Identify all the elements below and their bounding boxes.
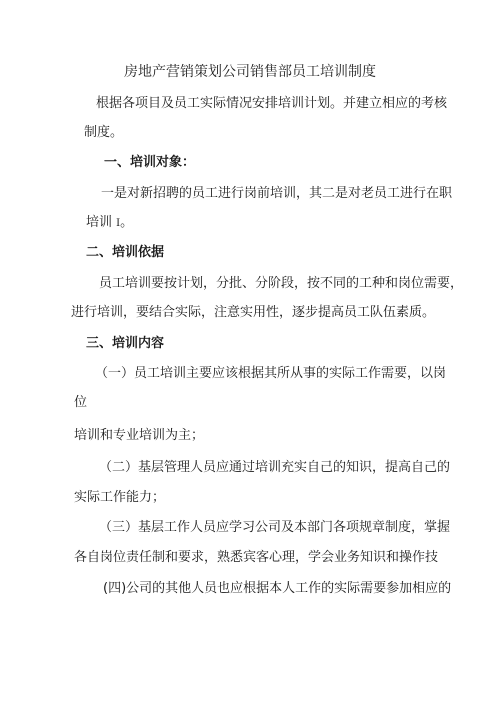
period: 。 xyxy=(120,215,134,230)
paragraph-line xyxy=(86,215,133,232)
paragraph-line: （二）基层管理人员应通过培训充实自己的知识，提高自己的 xyxy=(99,460,451,475)
paragraph-line: 各自岗位责任制和要求，熟悉宾客心理，学会业务知识和操作技 xyxy=(74,550,439,565)
paragraph-line: (四)公司的其他人员也应根据本人工作的实际需要参加相应的 xyxy=(103,581,452,596)
paragraph-text: 培训 xyxy=(86,215,113,230)
paragraph-line: 实际工作能力； xyxy=(74,490,166,505)
section-heading: 一、培训对象： xyxy=(104,155,196,170)
section-heading: 二、培训依据 xyxy=(86,245,165,260)
paragraph-line: 员工培训要按计划，分批、分阶段，按不同的工种和岗位需要， xyxy=(99,276,464,291)
paragraph-line: 制度。 xyxy=(84,125,124,140)
paragraph-line: 一是对新招聘的员工进行岗前培训，其二是对老员工进行在职 xyxy=(101,186,453,201)
stray-mark: I xyxy=(116,218,121,229)
paragraph-line: 根据各项目及员工实际情况安排培训计划。并建立相应的考核 xyxy=(96,96,448,111)
paragraph-line: （一）员工培训主要应该根据其所从事的实际工作需要，以岗 xyxy=(95,366,447,381)
page-title: 房地产营销策划公司销售部员工培训制度 xyxy=(124,64,376,80)
paragraph-line: 进行培训，要结合实际，注意实用性，逐步提高员工队伍素质。 xyxy=(71,305,436,320)
paragraph-line: （三）基层工作人员应学习公司及本部门各项规章制度，掌握 xyxy=(99,520,451,535)
paragraph-line: 位 xyxy=(74,395,88,410)
section-heading: 三、培训内容 xyxy=(86,336,165,351)
paragraph-line: 培训和专业培训为主； xyxy=(74,428,205,443)
